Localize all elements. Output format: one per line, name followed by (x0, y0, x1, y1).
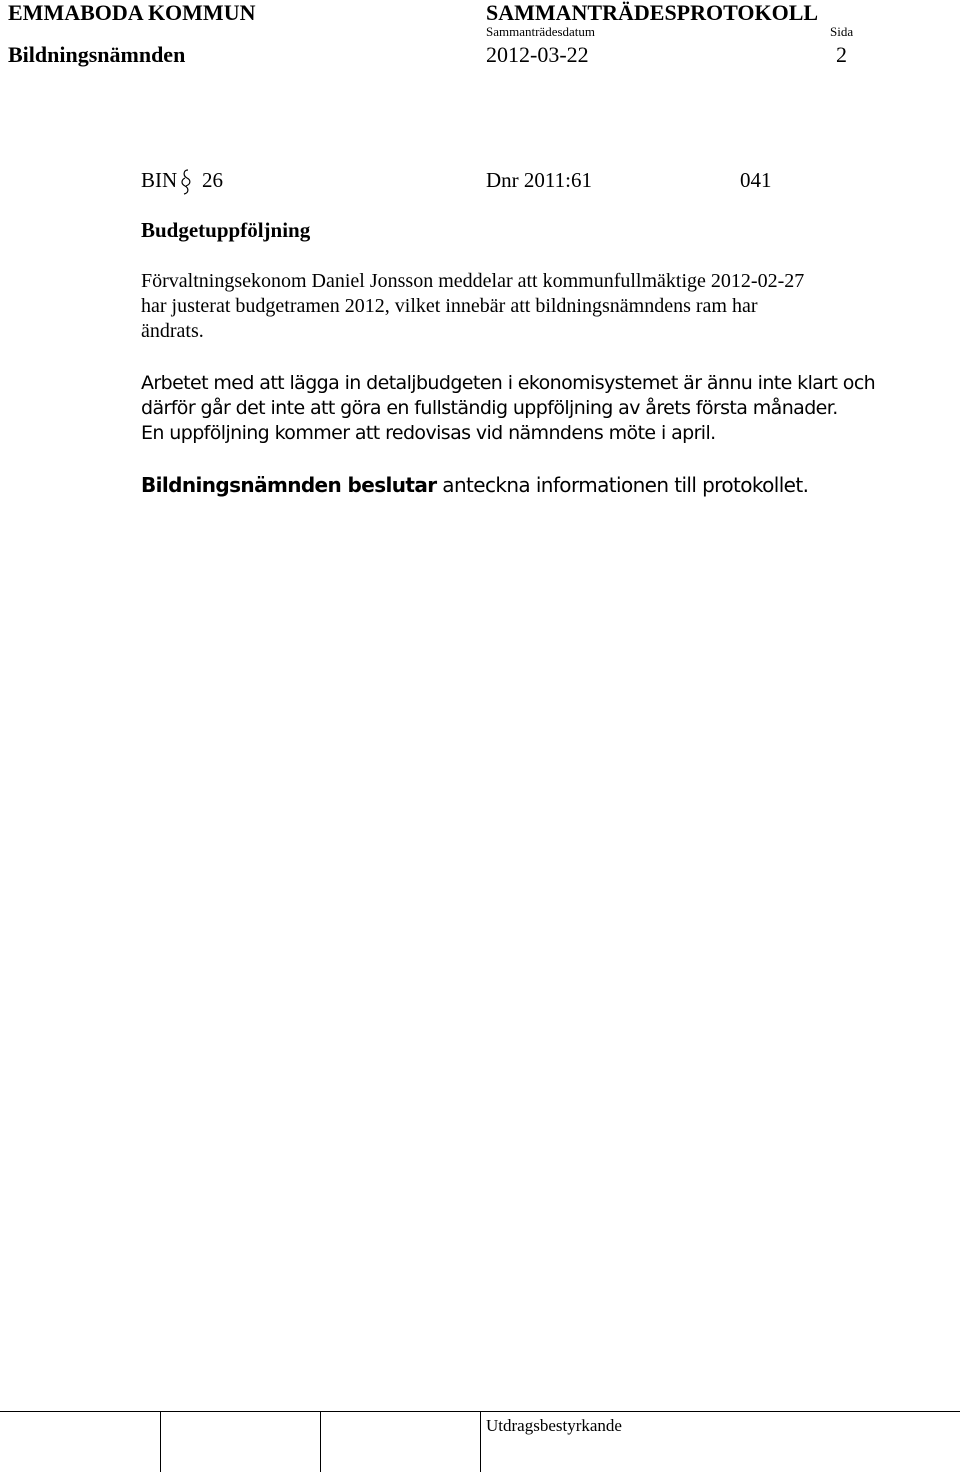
meeting-date-label: Sammanträdesdatum (486, 24, 596, 39)
case-title: Budgetuppföljning (141, 218, 311, 242)
case-dnr: Dnr 2011:61 (486, 168, 592, 192)
certification-label: Utdragsbestyrkande (486, 1416, 622, 1435)
section-sign-icon (180, 168, 192, 196)
paragraph-2-line: därför går det inte att göra en fullständig uppföljning av årets första månader. (141, 397, 838, 419)
document-type: SAMMANTRÄDESPROTOKOLL (486, 0, 819, 25)
page-label: Sida (830, 24, 854, 39)
case-code: 041 (740, 168, 772, 192)
case-body-code: BIN (141, 168, 178, 192)
decision-subject: Bildningsnämnden beslutar (141, 473, 437, 497)
paragraph-2-line: Arbetet med att lägga in detaljbudgeten i ekonomisystemet är ännu inte klart och (141, 372, 876, 394)
paragraph-1-line: har justerat budgetramen 2012, vilket innebär att bildningsnämndens ram har (141, 295, 758, 317)
signature-cell-divider (320, 1411, 321, 1472)
paragraph-2 (141, 371, 931, 446)
paragraph-1 (141, 269, 901, 344)
department-name: Bildningsnämnden (8, 42, 186, 67)
page-number: 2 (836, 42, 847, 67)
organization-name: EMMABODA KOMMUN (8, 0, 256, 25)
paragraph-2-line: En uppföljning kommer att redovisas vid nämndens möte i april. (141, 422, 716, 444)
signature-cell-divider (160, 1411, 161, 1472)
signature-cell-divider (480, 1411, 481, 1472)
case-number: 26 (202, 168, 223, 192)
paragraph-1-line: Förvaltningsekonom Daniel Jonsson meddelar att kommunfullmäktige 2012-02-27 (141, 270, 805, 292)
decision-statement (141, 473, 808, 497)
paragraph-1-line: ändrats. (141, 320, 204, 342)
decision-text: anteckna informationen till protokollet. (436, 473, 809, 497)
meeting-date: 2012-03-22 (486, 42, 589, 67)
